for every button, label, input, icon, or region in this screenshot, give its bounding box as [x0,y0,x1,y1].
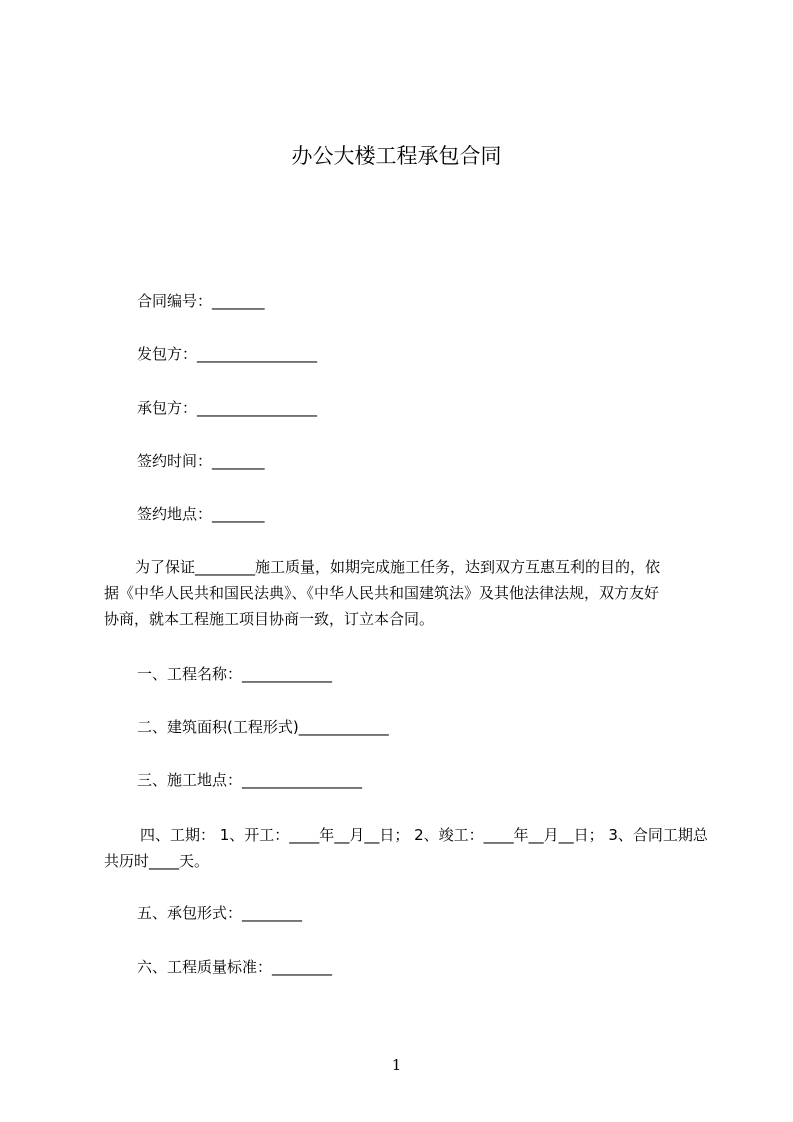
construction-period-line: 四、工期： 1、开工：____年__月__日； 2、竣工：____年__月__日； 3、合同工期总 [140,826,708,844]
section-contract-form: 五、承包形式：________ [137,904,303,922]
page-number: 1 [391,1056,402,1074]
intro-line: 据《中华人民共和国民法典》、《中华人民共和国建筑法》及其他法律法规，双方友好 [104,584,660,602]
intro-paragraph [104,554,714,632]
employer-field: 发包方：________________ [137,345,318,363]
intro-line: 为了保证________施工质量，如期完成施工任务，达到双方互惠互利的目的，依 [135,558,661,576]
contractor-field: 承包方：________________ [137,399,318,417]
intro-line: 协商，就本工程施工项目协商一致，订立本合同。 [104,610,435,628]
section-building-area: 二、建筑面积(工程形式)____________ [137,718,389,736]
construction-period-line: 共历时____天。 [104,852,210,870]
section-construction-site: 三、施工地点：________________ [137,771,363,789]
section-quality-standard: 六、工程质量标准：________ [137,958,333,976]
contract-number-field: 合同编号：_______ [137,292,265,310]
signing-time-field: 签约时间：_______ [137,452,265,470]
document-title: 办公大楼工程承包合同 [291,144,502,168]
signing-place-field: 签约地点：_______ [137,505,265,523]
section-construction-period [104,822,714,874]
section-project-name: 一、工程名称：____________ [137,665,333,683]
